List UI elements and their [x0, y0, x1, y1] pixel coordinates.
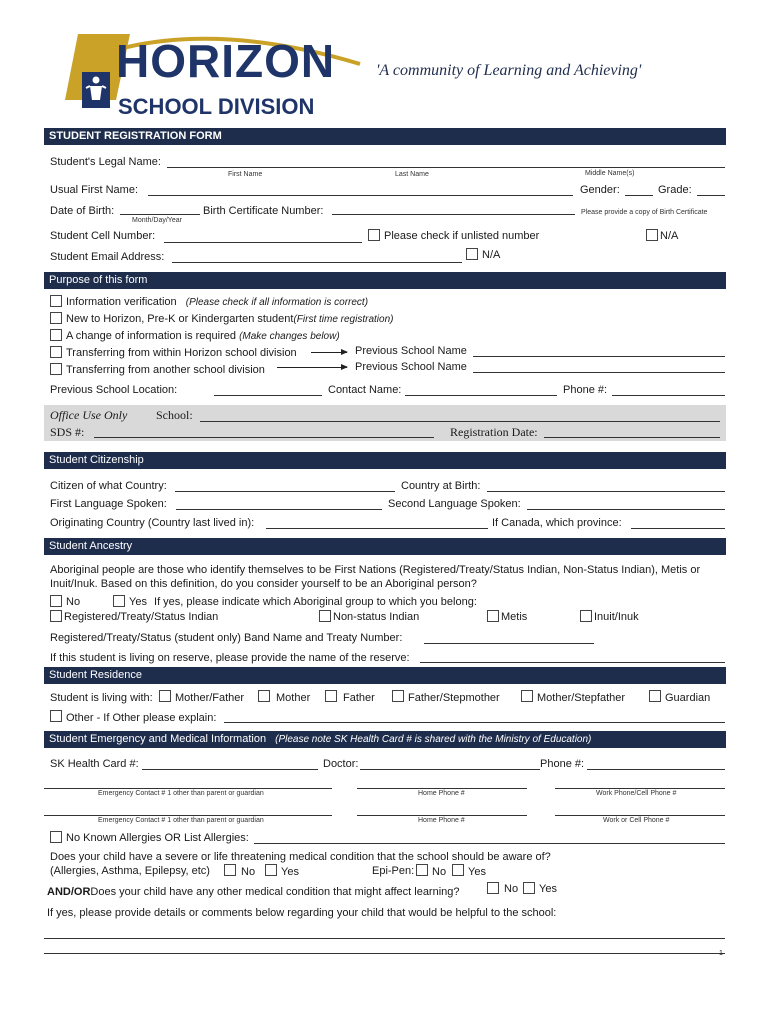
last-name-caption: Last Name	[395, 171, 429, 178]
severe-no-label: No	[241, 866, 256, 878]
gender-field[interactable]	[625, 195, 653, 196]
cell-na-checkbox[interactable]	[646, 229, 658, 241]
ec2-caption: Emergency Contact # 1 other than parent or guardian	[98, 817, 264, 824]
other-condition-label: AND/ORDoes your child have any other medical condition that might affect learning?	[47, 886, 460, 898]
citizen-field[interactable]	[175, 491, 395, 492]
other-cond-no-checkbox[interactable]	[487, 882, 499, 894]
other-cond-no-label: No	[504, 883, 519, 895]
allergies-checkbox[interactable]	[50, 831, 62, 843]
living-guardian-label: Guardian	[665, 692, 711, 704]
tagline: 'A community of Learning and Achieving'	[376, 62, 642, 79]
prev-location-label: Previous School Location:	[50, 384, 178, 396]
grade-label: Grade:	[658, 184, 692, 196]
purpose-change-label: A change of information is required (Make changes below)	[66, 330, 340, 342]
living-mother-stepfather-checkbox[interactable]	[521, 690, 533, 702]
birth-cert-field[interactable]	[332, 214, 575, 215]
legal-name-label: Student's Legal Name:	[50, 156, 161, 168]
prev-phone-field[interactable]	[612, 395, 725, 396]
ec1-caption: Emergency Contact # 1 other than parent or guardian	[98, 790, 264, 797]
living-label: Student is living with:	[50, 692, 153, 704]
office-use-label: Office Use Only	[50, 408, 128, 422]
grade-field[interactable]	[697, 195, 725, 196]
prev-phone-label: Phone #:	[563, 384, 608, 396]
details-label: If yes, please provide details or comments below regarding your child that would be helpful to the school:	[47, 907, 557, 919]
usual-first-field[interactable]	[148, 195, 573, 196]
group-metis-checkbox[interactable]	[487, 610, 499, 622]
first-lang-field[interactable]	[176, 509, 382, 510]
group-status-label: Registered/Treaty/Status Indian	[64, 611, 219, 623]
purpose-transfer-other-checkbox[interactable]	[50, 363, 62, 375]
severe-no-checkbox[interactable]	[224, 864, 236, 876]
office-sds-label: SDS #:	[50, 425, 85, 439]
allergies-field[interactable]	[254, 843, 725, 844]
citizenship-bar	[44, 452, 726, 469]
living-other-label: Other - If Other please explain:	[66, 712, 217, 724]
severe-label-2: (Allergies, Asthma, Epilepsy, etc)	[50, 865, 210, 877]
living-mother-stepfather-label: Mother/Stepfather	[537, 692, 626, 704]
health-card-label: SK Health Card #:	[50, 758, 139, 770]
living-father-stepmother-label: Father/Stepmother	[408, 692, 500, 704]
first-lang-label: First Language Spoken:	[50, 498, 167, 510]
work2-field[interactable]	[555, 815, 725, 816]
aboriginal-no-checkbox[interactable]	[50, 595, 62, 607]
arrow-icon	[311, 352, 347, 353]
ancestry-title: Student Ancestry	[49, 540, 133, 552]
purpose-transfer-within-checkbox[interactable]	[50, 346, 62, 358]
logo	[60, 28, 370, 120]
other-cond-yes-checkbox[interactable]	[523, 882, 535, 894]
prev-location-field[interactable]	[214, 395, 322, 396]
group-inuit-label: Inuit/Inuk	[594, 611, 639, 623]
residence-title: Student Residence	[49, 669, 142, 681]
living-other-checkbox[interactable]	[50, 710, 62, 722]
dob-format-caption: Month/Day/Year	[132, 217, 182, 224]
ancestry-bar	[44, 538, 726, 555]
band-label: Registered/Treaty/Status (student only) Band Name and Treaty Number:	[50, 632, 403, 644]
orig-country-label: Originating Country (Country last lived in):	[50, 517, 255, 529]
purpose-new-checkbox[interactable]	[50, 312, 62, 324]
home2-field[interactable]	[357, 815, 527, 816]
legal-name-field[interactable]	[167, 167, 725, 168]
page-number: 1	[719, 950, 723, 957]
unlisted-checkbox[interactable]	[368, 229, 380, 241]
aboriginal-no-label: No	[66, 596, 81, 608]
second-lang-field[interactable]	[527, 509, 725, 510]
home1-caption: Home Phone #	[418, 790, 465, 797]
birth-cert-note: Please provide a copy of Birth Certificate	[581, 209, 708, 216]
doctor-field[interactable]	[360, 769, 540, 770]
cell-label: Student Cell Number:	[50, 230, 156, 242]
epipen-yes-label: Yes	[468, 866, 486, 878]
gender-label: Gender:	[580, 184, 620, 196]
citizenship-title: Student Citizenship	[49, 454, 144, 466]
group-nonstatus-checkbox[interactable]	[319, 610, 331, 622]
middle-names-caption: Middle Name(s)	[585, 170, 635, 177]
form-title: STUDENT REGISTRATION FORM	[49, 130, 222, 142]
work1-caption: Work Phone/Cell Phone #	[596, 790, 677, 797]
reserve-label: If this student is living on reserve, please provide the name of the reserve:	[50, 652, 410, 664]
orig-country-field[interactable]	[266, 528, 488, 529]
email-na-checkbox[interactable]	[466, 248, 478, 260]
band-field[interactable]	[424, 643, 594, 644]
birth-country-label: Country at Birth:	[401, 480, 481, 492]
cell-na-label: N/A	[660, 230, 679, 242]
prev-school-field-1[interactable]	[473, 356, 725, 357]
severe-yes-checkbox[interactable]	[265, 864, 277, 876]
group-metis-label: Metis	[501, 611, 528, 623]
group-nonstatus-label: Non-status Indian	[333, 611, 420, 623]
purpose-new-label: New to Horizon, Pre-K or Kindergarten student(First time registration)	[66, 313, 394, 325]
work1-field[interactable]	[555, 788, 725, 789]
living-guardian-checkbox[interactable]	[649, 690, 661, 702]
second-lang-label: Second Language Spoken:	[388, 498, 521, 510]
usual-first-label: Usual First Name:	[50, 184, 139, 196]
logo-sub: SCHOOL DIVISION	[118, 94, 315, 119]
group-inuit-checkbox[interactable]	[580, 610, 592, 622]
first-name-caption: First Name	[228, 171, 263, 178]
office-sds-field[interactable]	[94, 437, 434, 438]
health-card-field[interactable]	[142, 769, 318, 770]
dob-field[interactable]	[120, 214, 200, 215]
doctor-label: Doctor:	[323, 758, 359, 770]
living-father-stepmother-checkbox[interactable]	[392, 690, 404, 702]
unlisted-label: Please check if unlisted number	[384, 230, 540, 242]
province-field[interactable]	[631, 528, 725, 529]
office-use-box	[44, 405, 726, 441]
office-reg-date-label: Registration Date:	[450, 425, 538, 439]
office-school-field[interactable]	[200, 421, 720, 422]
group-status-checkbox[interactable]	[50, 610, 62, 622]
purpose-verify-checkbox[interactable]	[50, 295, 62, 307]
living-mother-father-label: Mother/Father	[175, 692, 245, 704]
prev-school-field-2[interactable]	[473, 372, 725, 373]
details-field-1[interactable]	[44, 938, 725, 939]
epipen-no-label: No	[432, 866, 447, 878]
prev-school-label-1: Previous School Name	[355, 345, 467, 357]
purpose-bar	[44, 272, 726, 289]
logo-word: HORIZON	[116, 35, 336, 87]
purpose-change-checkbox[interactable]	[50, 329, 62, 341]
work2-caption: Work or Cell Phone #	[603, 817, 670, 824]
purpose-transfer-other-label: Transferring from another school division	[66, 364, 265, 376]
purpose-title: Purpose of this form	[49, 274, 148, 286]
email-label: Student Email Address:	[50, 251, 165, 263]
home1-field[interactable]	[357, 788, 527, 789]
email-na-label: N/A	[482, 249, 501, 261]
citizen-label: Citizen of what Country:	[50, 480, 167, 492]
form-title-bar	[44, 128, 726, 145]
purpose-transfer-within-label: Transferring from within Horizon school division	[66, 347, 297, 359]
living-father-label: Father	[343, 692, 375, 704]
other-cond-yes-label: Yes	[539, 883, 557, 895]
severe-yes-label: Yes	[281, 866, 299, 878]
medical-title: Student Emergency and Medical Information	[49, 733, 267, 745]
living-mother-label: Mother	[276, 692, 311, 704]
med-phone-label: Phone #:	[540, 758, 585, 770]
birth-cert-label: Birth Certificate Number:	[203, 205, 324, 217]
med-phone-field[interactable]	[587, 769, 725, 770]
allergies-label: No Known Allergies OR List Allergies:	[66, 832, 249, 844]
dob-label: Date of Birth:	[50, 205, 115, 217]
epipen-yes-checkbox[interactable]	[452, 864, 464, 876]
medical-title-note: (Please note SK Health Card # is shared with the Ministry of Education)	[275, 734, 592, 745]
purpose-verify-label: Information verification (Please check if all information is correct)	[66, 296, 369, 308]
severe-label-1: Does your child have a severe or life threatening medical condition that the school should be aware of?	[50, 851, 551, 863]
ancestry-para-2: Inuit/Inuk. Based on this definition, do you consider yourself to be an Aboriginal person?	[50, 578, 477, 590]
office-reg-date-field[interactable]	[544, 437, 720, 438]
living-mother-checkbox[interactable]	[258, 690, 270, 702]
residence-bar	[44, 667, 726, 684]
living-father-checkbox[interactable]	[325, 690, 337, 702]
aboriginal-yes-checkbox[interactable]	[113, 595, 125, 607]
epipen-no-checkbox[interactable]	[416, 864, 428, 876]
cell-field[interactable]	[164, 242, 362, 243]
arrow-icon	[277, 367, 347, 368]
ancestry-para-1: Aboriginal people are those who identify themselves to be First Nations (Registered/Treaty/Status Indian, Non-Status Indian), Metis or	[50, 564, 701, 576]
details-field-2[interactable]	[44, 953, 725, 954]
province-label: If Canada, which province:	[492, 517, 622, 529]
reserve-field[interactable]	[420, 662, 725, 663]
email-field[interactable]	[172, 262, 462, 263]
office-school-label: School:	[156, 408, 193, 422]
living-mother-father-checkbox[interactable]	[159, 690, 171, 702]
ec1-field[interactable]	[44, 788, 332, 789]
birth-country-field[interactable]	[487, 491, 725, 492]
epipen-label: Epi-Pen:	[372, 865, 415, 877]
contact-label: Contact Name:	[328, 384, 402, 396]
contact-field[interactable]	[405, 395, 557, 396]
aboriginal-yes-label: Yes If yes, please indicate which Aboriginal group to which you belong:	[129, 596, 477, 608]
ec2-field[interactable]	[44, 815, 332, 816]
home2-caption: Home Phone #	[418, 817, 465, 824]
prev-school-label-2: Previous School Name	[355, 361, 467, 373]
living-other-field[interactable]	[224, 722, 725, 723]
medical-bar	[44, 731, 726, 748]
